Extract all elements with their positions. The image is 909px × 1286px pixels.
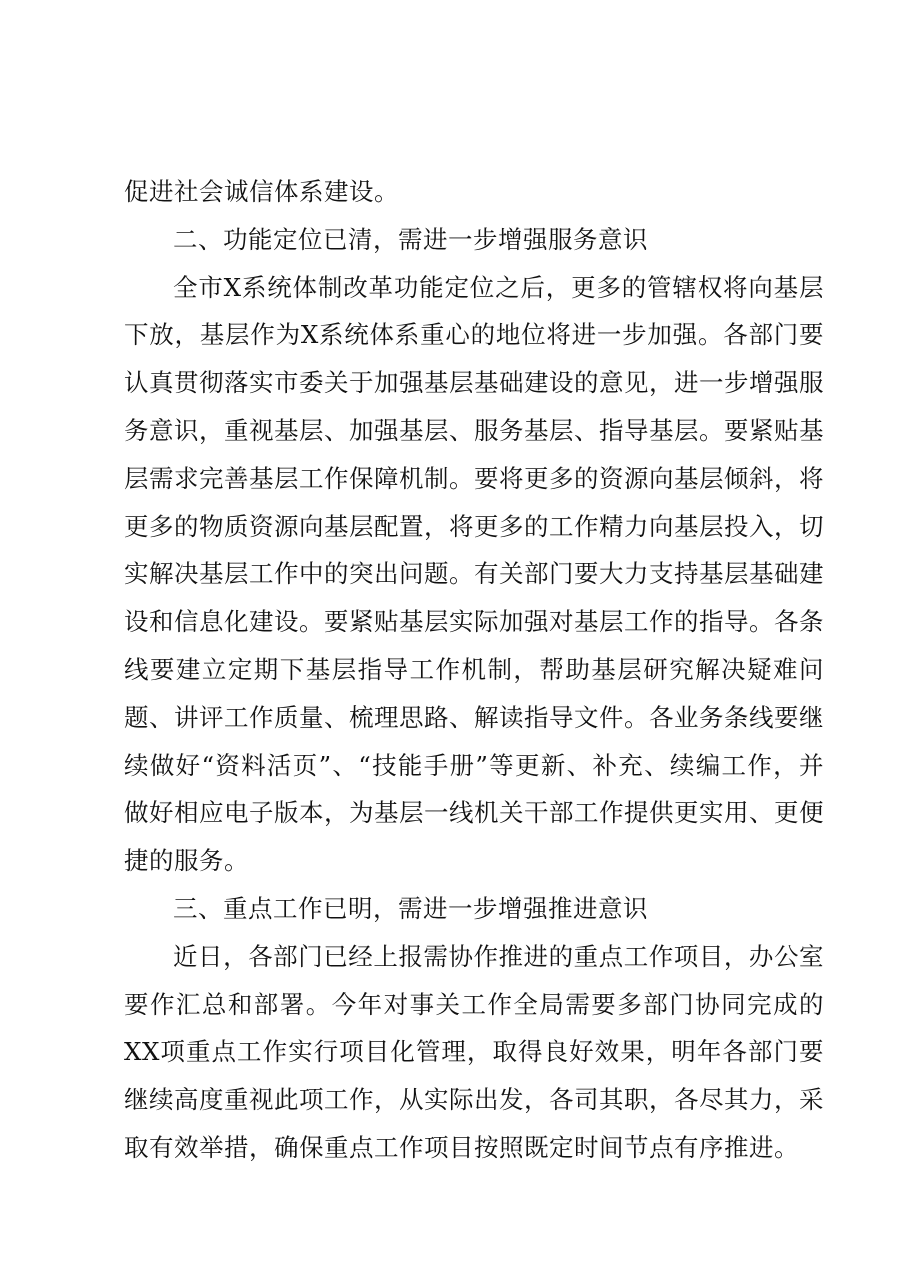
paragraph-service: 全市X系统体制改革功能定位之后，更多的管辖权将向基层下放，基层作为X系统体系重心的地位将进一步加强。各部门要认真贯彻落实市委关于加强基层基础建设的意见，进一步增强服务意识，重视基层、加强基层、服务基层、指导基层。要紧贴基层需求完善基层工作保障机制。要将更多的资源向基层倾斜，将更多的物质资源向基层配置，将更多的工作精力向基层投入，切实解决基层工作中的突出问题。有关部门要大力支持基层基础建设和信息化建设。要紧贴基层实际加强对基层工作的指导。各条线要建立定期下基层指导工作机制，帮助基层研究解决疑难问题、讲评工作质量、梳理思路、解读指导文件。各业务条线要继续做好“资料活页”、“技能手册”等更新、补充、续编工作，并做好相应电子版本，为基层一线机关干部工作提供更实用、更便捷的服务。 bbox=[124, 272, 824, 876]
section-heading-2: 二、功能定位已清，需进一步增强服务意识 bbox=[173, 224, 648, 254]
paragraph-continuation: 促进社会诚信体系建设。 bbox=[124, 177, 399, 206]
section-heading-3: 三、重点工作已明，需进一步增强推进意识 bbox=[173, 893, 648, 923]
paragraph-key-work: 近日，各部门已经上报需协作推进的重点工作项目，办公室要作汇总和部署。今年对事关工作全局需要多部门协同完成的XX项重点工作实行项目化管理，取得良好效果，明年各部门要继续高度重视此项工作，从实际出发，各司其职，各尽其力，采取有效举措，确保重点工作项目按照既定时间节点有序推进。 bbox=[124, 941, 824, 1162]
document-body bbox=[124, 168, 824, 1172]
